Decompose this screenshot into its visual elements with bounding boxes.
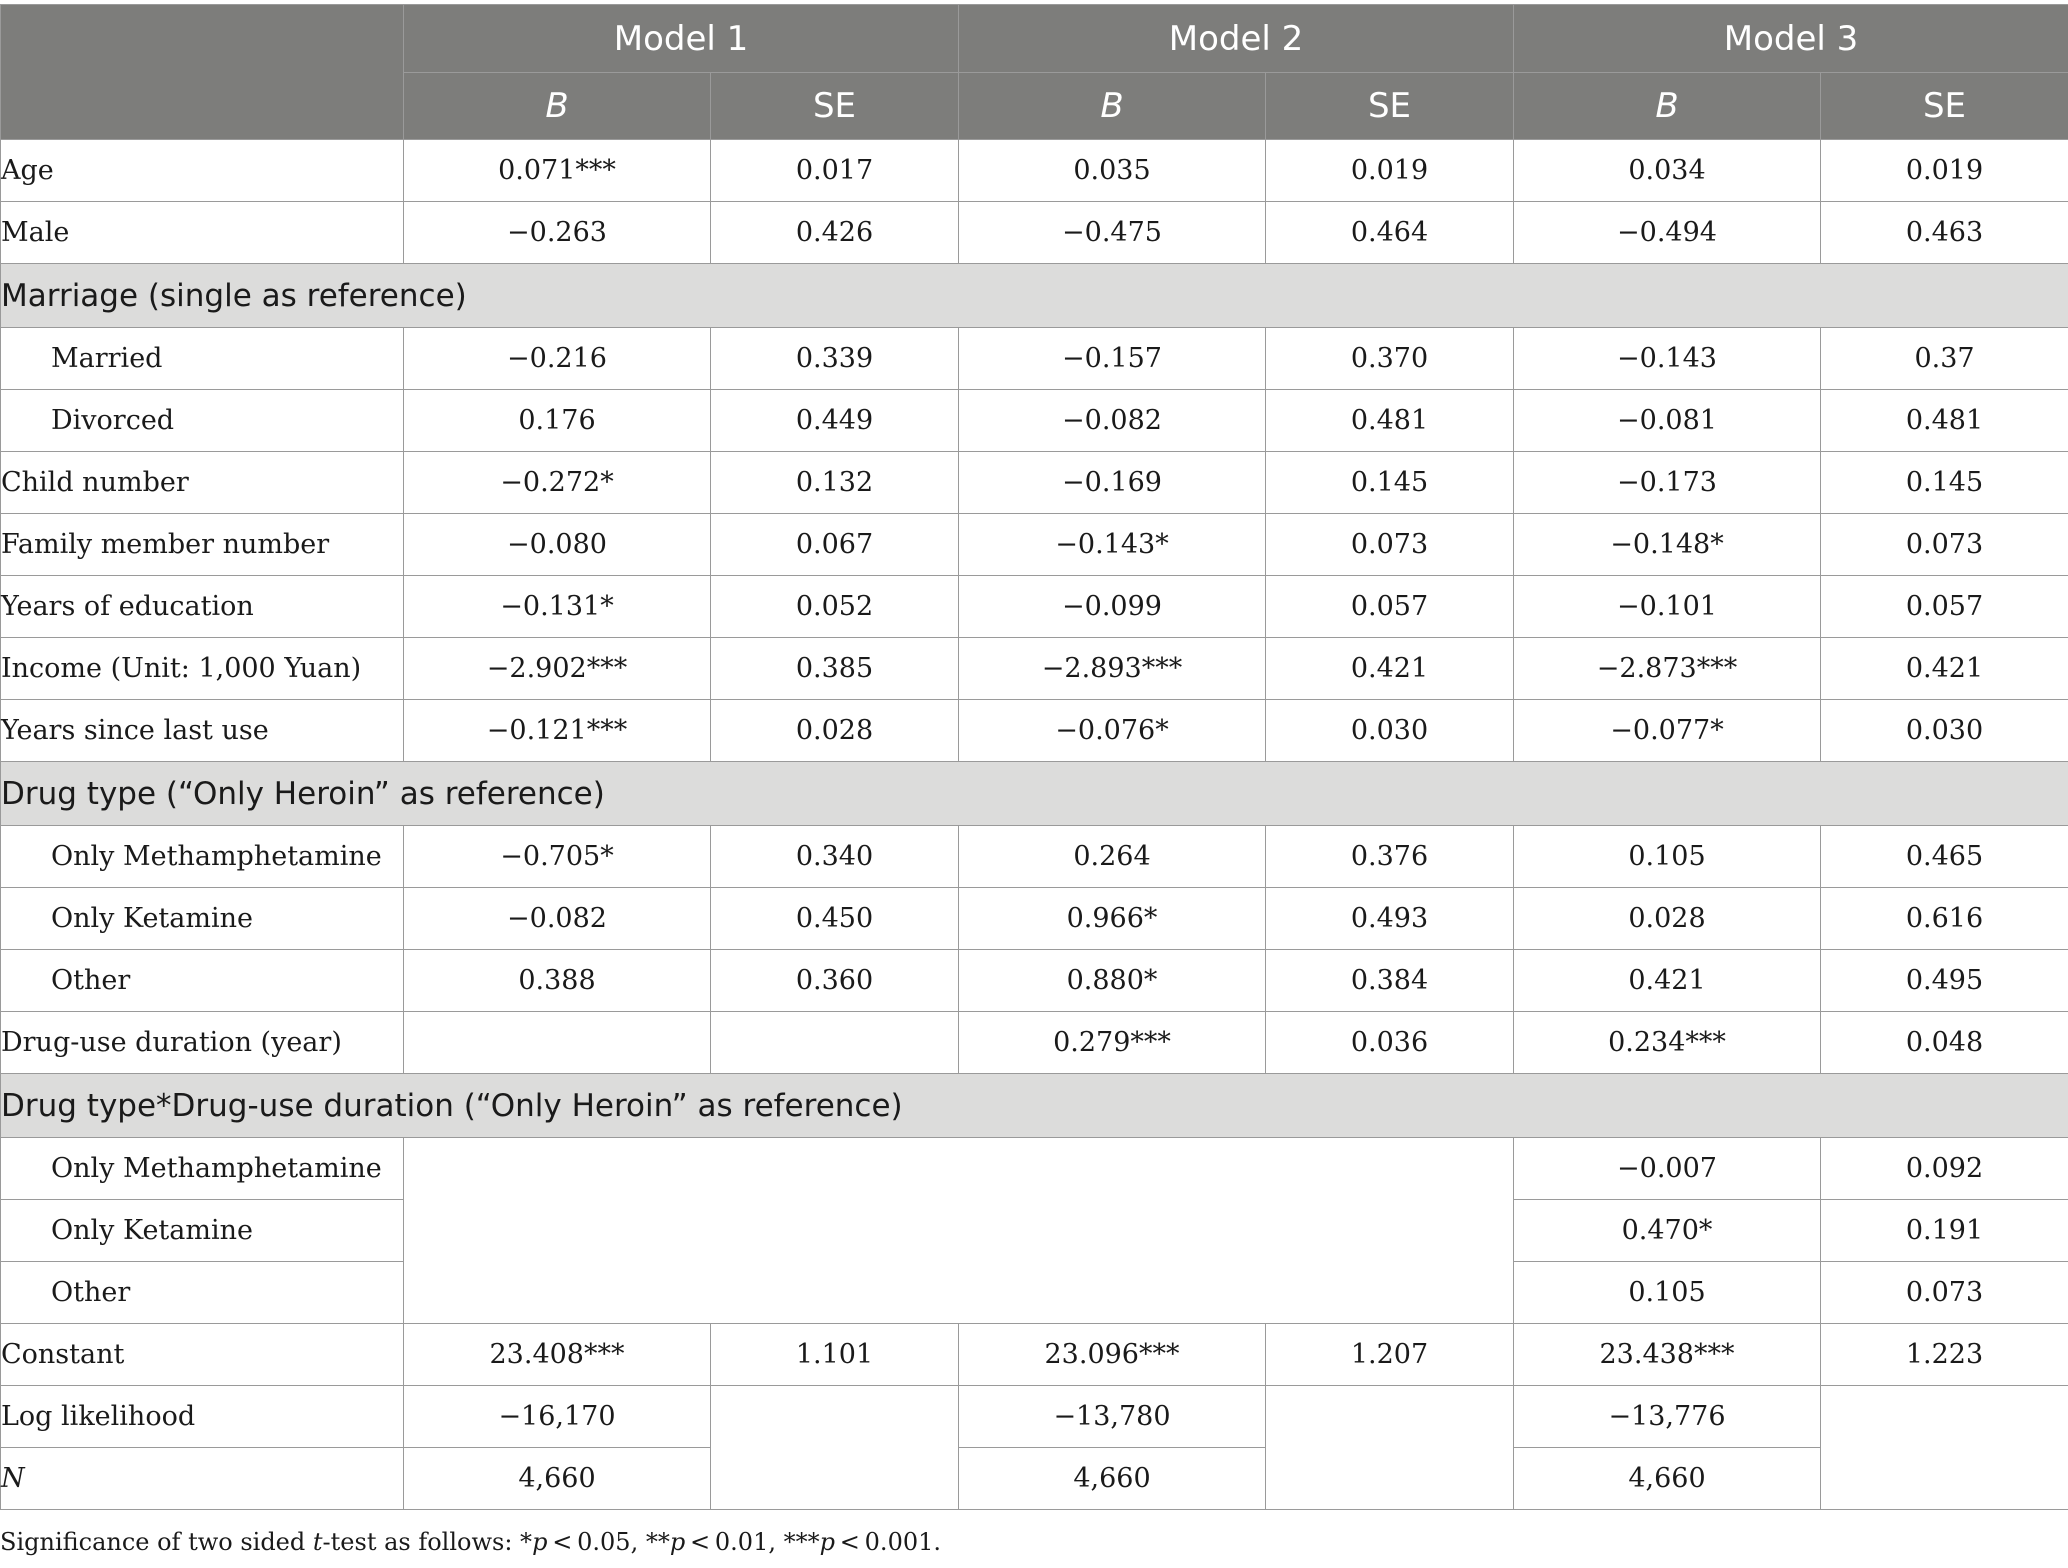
- cell-m2-b: 0.035: [959, 140, 1266, 202]
- table-row-education: [1, 576, 2068, 638]
- section-row-interaction: [1, 1074, 2068, 1138]
- cell-m1-b: −0.082: [404, 888, 711, 950]
- cell-m3-b: −0.173: [1514, 452, 1821, 514]
- cell-m2-b: −0.157: [959, 328, 1266, 390]
- footnote-p: p: [669, 1528, 686, 1556]
- cell-m1-se: 0.426: [711, 202, 959, 264]
- cell-m3-se: 0.463: [1821, 202, 2068, 264]
- cell-m1-b: −0.216: [404, 328, 711, 390]
- cell-m2-se: 0.145: [1266, 452, 1514, 514]
- cell-m3-se: 0.019: [1821, 140, 2068, 202]
- cell-m1-se: 0.339: [711, 328, 959, 390]
- row-label: N: [1, 1448, 404, 1510]
- cell-m2-se: 0.421: [1266, 638, 1514, 700]
- row-label: Married: [1, 328, 404, 390]
- cell-m3-b: −0.077*: [1514, 700, 1821, 762]
- cell-m2-b: −0.076*: [959, 700, 1266, 762]
- cell-m2-b: −0.143*: [959, 514, 1266, 576]
- footnote-text: -test as follows: *: [322, 1528, 533, 1556]
- cell-m1-b: −0.705*: [404, 826, 711, 888]
- table-row-methamphetamine: [1, 826, 2068, 888]
- cell-m1-b: −0.272*: [404, 452, 711, 514]
- cell-m3-b: 0.028: [1514, 888, 1821, 950]
- cell-m3-b: −0.143: [1514, 328, 1821, 390]
- cell-m3-b: −0.494: [1514, 202, 1821, 264]
- empty-merged-block: [404, 1138, 1514, 1324]
- cell-m1-b: −0.121***: [404, 700, 711, 762]
- cell-m2-b: −0.169: [959, 452, 1266, 514]
- cell-m3-b: 0.034: [1514, 140, 1821, 202]
- cell-m2-se: 0.036: [1266, 1012, 1514, 1074]
- cell-m3-b: 0.470*: [1514, 1200, 1821, 1262]
- table-row-log-likelihood: [1, 1386, 2068, 1448]
- row-label: Only Methamphetamine: [1, 1138, 404, 1200]
- cell-m2-se: 0.464: [1266, 202, 1514, 264]
- header-model-2: Model 2: [959, 5, 1514, 73]
- table-row-male: [1, 202, 2068, 264]
- table-row-ketamine: [1, 888, 2068, 950]
- cell-m3-b: −0.081: [1514, 390, 1821, 452]
- cell-m3-b: 23.438***: [1514, 1324, 1821, 1386]
- header-m2-se: SE: [1266, 73, 1514, 140]
- cell-m2-se: 0.481: [1266, 390, 1514, 452]
- cell-m2-b: 0.264: [959, 826, 1266, 888]
- table-row-divorced: [1, 390, 2068, 452]
- header-m3-b: B: [1514, 73, 1821, 140]
- cell-m2-b: −0.082: [959, 390, 1266, 452]
- cell-m3-se: 0.616: [1821, 888, 2068, 950]
- row-label: Constant: [1, 1324, 404, 1386]
- table-row-constant: [1, 1324, 2068, 1386]
- cell-m2-b: −0.475: [959, 202, 1266, 264]
- cell-m2-se: 0.370: [1266, 328, 1514, 390]
- row-label: Divorced: [1, 390, 404, 452]
- cell-m1-se: 0.450: [711, 888, 959, 950]
- cell-m2-b: 4,660: [959, 1448, 1266, 1510]
- cell-m1-b-empty: [404, 1012, 711, 1074]
- table-header: [1, 5, 2068, 140]
- cell-m1-b: 4,660: [404, 1448, 711, 1510]
- regression-table-container: [0, 4, 2068, 1510]
- footnote-text: < 0.001.: [834, 1528, 941, 1556]
- section-label-marriage: Marriage (single as reference): [1, 264, 2068, 328]
- footnote-t: t: [312, 1528, 323, 1556]
- header-m1-se: SE: [711, 73, 959, 140]
- row-label: Other: [1, 950, 404, 1012]
- cell-m3-se: 0.421: [1821, 638, 2068, 700]
- table-row-age: [1, 140, 2068, 202]
- table-row-income: [1, 638, 2068, 700]
- cell-m3-se: 0.073: [1821, 1262, 2068, 1324]
- table-row-child: [1, 452, 2068, 514]
- cell-m3-se: 0.057: [1821, 576, 2068, 638]
- cell-m2-se: 0.493: [1266, 888, 1514, 950]
- cell-m1-se: 0.449: [711, 390, 959, 452]
- cell-m1-b: −2.902***: [404, 638, 711, 700]
- row-label: Years of education: [1, 576, 404, 638]
- cell-m3-b: 4,660: [1514, 1448, 1821, 1510]
- cell-m1-b: −0.131*: [404, 576, 711, 638]
- cell-m1-b: 0.176: [404, 390, 711, 452]
- row-label: Child number: [1, 452, 404, 514]
- cell-m3-b: 0.105: [1514, 1262, 1821, 1324]
- cell-m2-se: 0.376: [1266, 826, 1514, 888]
- table-footnote: [0, 1528, 941, 1556]
- cell-m3-se: 0.030: [1821, 700, 2068, 762]
- table-row-last-use: [1, 700, 2068, 762]
- cell-m3-se-empty: [1821, 1386, 2068, 1510]
- cell-m3-se: 0.495: [1821, 950, 2068, 1012]
- cell-m2-se: 0.030: [1266, 700, 1514, 762]
- footnote-p: p: [532, 1528, 548, 1556]
- cell-m3-se: 0.073: [1821, 514, 2068, 576]
- cell-m1-se: 0.360: [711, 950, 959, 1012]
- row-label: Income (Unit: 1,000 Yuan): [1, 638, 404, 700]
- cell-m2-se: 0.073: [1266, 514, 1514, 576]
- table-row-int-methamphetamine: [1, 1138, 2068, 1200]
- cell-m3-se: 0.048: [1821, 1012, 2068, 1074]
- section-label-drug-type: Drug type (“Only Heroin” as reference): [1, 762, 2068, 826]
- cell-m1-b: −16,170: [404, 1386, 711, 1448]
- cell-m3-b: −13,776: [1514, 1386, 1821, 1448]
- cell-m3-b: −0.007: [1514, 1138, 1821, 1200]
- cell-m1-se: 0.052: [711, 576, 959, 638]
- cell-m3-se: 0.191: [1821, 1200, 2068, 1262]
- table-row-married: [1, 328, 2068, 390]
- cell-m1-se-empty: [711, 1012, 959, 1074]
- row-label: Male: [1, 202, 404, 264]
- cell-m3-se: 0.37: [1821, 328, 2068, 390]
- footnote-text: < 0.05, **: [547, 1528, 670, 1556]
- cell-m3-b: 0.234***: [1514, 1012, 1821, 1074]
- cell-m3-se: 0.092: [1821, 1138, 2068, 1200]
- row-label: Only Methamphetamine: [1, 826, 404, 888]
- cell-m1-se: 0.017: [711, 140, 959, 202]
- header-blank-cell: [1, 5, 404, 140]
- row-label: Age: [1, 140, 404, 202]
- cell-m2-se: 0.057: [1266, 576, 1514, 638]
- cell-m2-b: −0.099: [959, 576, 1266, 638]
- row-label: Log likelihood: [1, 1386, 404, 1448]
- table-body: [1, 140, 2068, 1510]
- cell-m3-b: −2.873***: [1514, 638, 1821, 700]
- header-m1-b: B: [404, 73, 711, 140]
- row-label: Drug-use duration (year): [1, 1012, 404, 1074]
- cell-m1-b: 23.408***: [404, 1324, 711, 1386]
- cell-m3-b: −0.148*: [1514, 514, 1821, 576]
- table-row-n: [1, 1448, 2068, 1510]
- cell-m2-se: 0.019: [1266, 140, 1514, 202]
- section-label-interaction: Drug type*Drug-use duration (“Only Heroin” as reference): [1, 1074, 2068, 1138]
- cell-m2-se-empty: [1266, 1386, 1514, 1510]
- cell-m1-se: 1.101: [711, 1324, 959, 1386]
- footnote-p: p: [819, 1528, 835, 1556]
- cell-m1-b: −0.263: [404, 202, 711, 264]
- header-model-1: Model 1: [404, 5, 959, 73]
- cell-m2-b: 0.279***: [959, 1012, 1266, 1074]
- footnote-text: < 0.01, ***: [685, 1528, 820, 1556]
- cell-m3-se: 0.145: [1821, 452, 2068, 514]
- cell-m2-b: 0.966*: [959, 888, 1266, 950]
- cell-m1-se: 0.028: [711, 700, 959, 762]
- cell-m3-se: 1.223: [1821, 1324, 2068, 1386]
- row-label: Only Ketamine: [1, 888, 404, 950]
- table-row-duration: [1, 1012, 2068, 1074]
- cell-m3-se: 0.465: [1821, 826, 2068, 888]
- cell-m2-se: 0.384: [1266, 950, 1514, 1012]
- cell-m2-se: 1.207: [1266, 1324, 1514, 1386]
- cell-m1-b: −0.080: [404, 514, 711, 576]
- row-label: Family member number: [1, 514, 404, 576]
- cell-m1-se: 0.067: [711, 514, 959, 576]
- cell-m2-b: −2.893***: [959, 638, 1266, 700]
- cell-m3-b: −0.101: [1514, 576, 1821, 638]
- footnote-text: Significance of two sided: [0, 1528, 313, 1556]
- cell-m2-b: −13,780: [959, 1386, 1266, 1448]
- row-label: Years since last use: [1, 700, 404, 762]
- regression-table: [0, 4, 2068, 1510]
- section-row-drug-type: [1, 762, 2068, 826]
- header-m3-se: SE: [1821, 73, 2068, 140]
- cell-m1-se: 0.340: [711, 826, 959, 888]
- header-model-3: Model 3: [1514, 5, 2068, 73]
- cell-m3-se: 0.481: [1821, 390, 2068, 452]
- row-label: Other: [1, 1262, 404, 1324]
- cell-m1-b: 0.071***: [404, 140, 711, 202]
- cell-m1-b: 0.388: [404, 950, 711, 1012]
- cell-m1-se: 0.132: [711, 452, 959, 514]
- section-row-marriage: [1, 264, 2068, 328]
- table-row-other: [1, 950, 2068, 1012]
- cell-m2-b: 23.096***: [959, 1324, 1266, 1386]
- cell-m1-se: 0.385: [711, 638, 959, 700]
- cell-m2-b: 0.880*: [959, 950, 1266, 1012]
- table-row-family: [1, 514, 2068, 576]
- cell-m3-b: 0.105: [1514, 826, 1821, 888]
- cell-m3-b: 0.421: [1514, 950, 1821, 1012]
- header-m2-b: B: [959, 73, 1266, 140]
- row-label: Only Ketamine: [1, 1200, 404, 1262]
- cell-m1-se-empty: [711, 1386, 959, 1510]
